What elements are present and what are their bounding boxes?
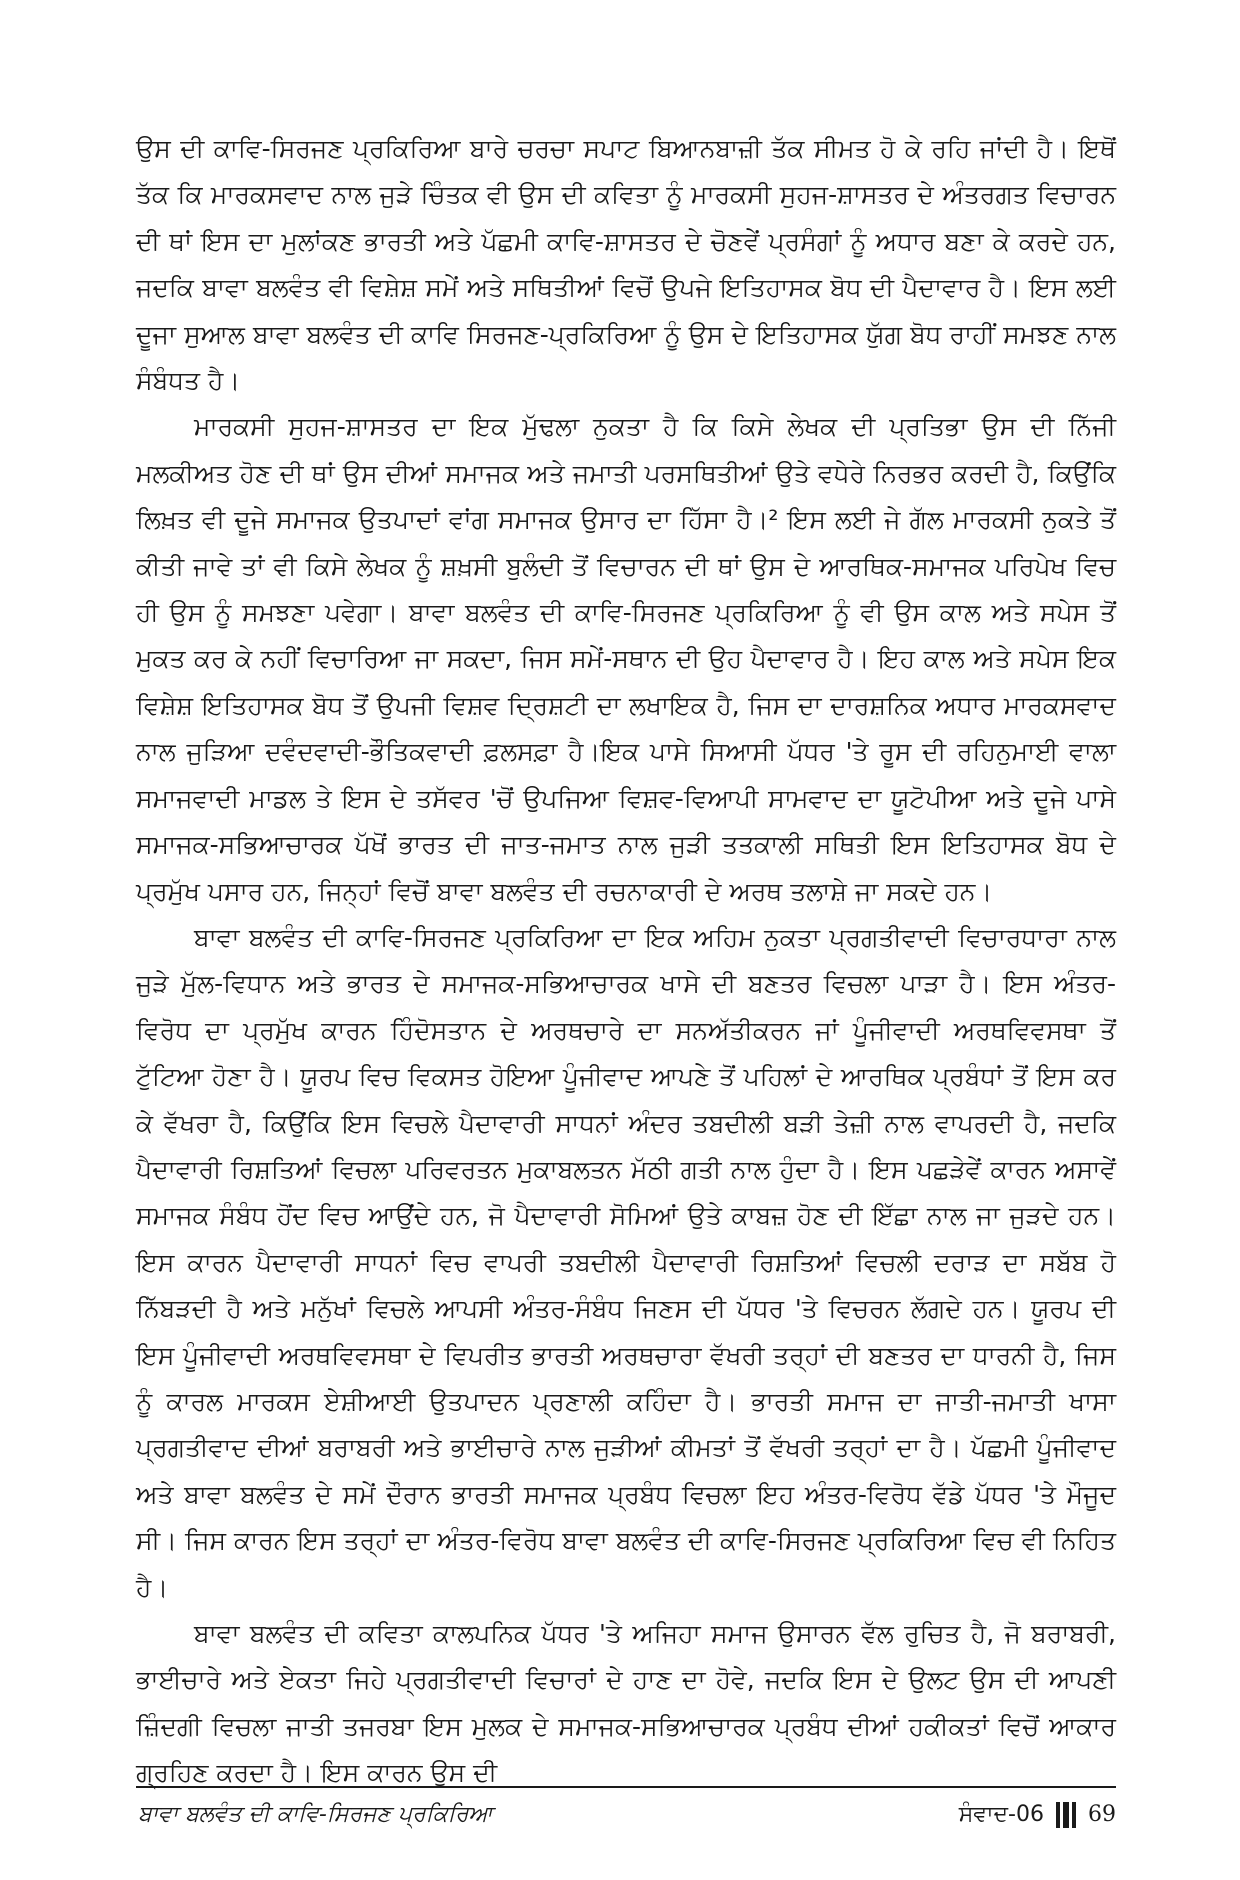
footer-divider (136, 1786, 1116, 1788)
issue-label: ਸੰਵਾਦ-06 (958, 1802, 1044, 1827)
running-title: ਬਾਵਾ ਬਲਵੰਤ ਦੀ ਕਾਵਿ-ਸਿਰਜਣ ਪ੍ਰਕਿਰਿਆ (138, 1802, 493, 1827)
footer-right (959, 1800, 1116, 1830)
paragraph-4: ਬਾਵਾ ਬਲਵੰਤ ਦੀ ਕਵਿਤਾ ਕਾਲਪਨਿਕ ਪੱਧਰ 'ਤੇ ਅਜਿਹਾ ਸਮਾਜ ਉਸਾਰਨ ਵੱਲ ਰੁਚਿਤ ਹੈ, ਜੋ ਬਰਾਬਰੀ, ਭਾਈਚਾਰੇ ਅਤੇ ਏਕਤਾ ਜਿਹੇ ਪ੍ਰਗਤੀਵਾਦੀ ਵਿਚਾਰਾਂ ਦੇ ਹਾਣ ਦਾ ਹੋਵੇ, ਜਦਕਿ ਇਸ ਦੇ ਉਲਟ ਉਸ ਦੀ ਆਪਣੀ ਜ਼ਿੰਦਗੀ ਵਿਚਲਾ ਜਾਤੀ ਤਜਰਬਾ ਇਸ ਮੁਲਕ ਦੇ ਸਮਾਜਕ-ਸਭਿਆਚਾਰਕ ਪ੍ਰਬੰਧ ਦੀਆਂ ਹਕੀਕਤਾਂ ਵਿਚੋਂ ਆਕਾਰ ਗ੍ਰਹਿਣ ਕਰਦਾ ਹੈ। ਇਸ ਕਾਰਨ ਉਸ ਦੀ (136, 1619, 1116, 1788)
page-number: 69 (1088, 1802, 1116, 1827)
paragraph-3: ਬਾਵਾ ਬਲਵੰਤ ਦੀ ਕਾਵਿ-ਸਿਰਜਣ ਪ੍ਰਕਿਰਿਆ ਦਾ ਇਕ ਅਹਿਮ ਨੁਕਤਾ ਪ੍ਰਗਤੀਵਾਦੀ ਵਿਚਾਰਧਾਰਾ ਨਾਲ ਜੁੜੇ ਮੁੱਲ-ਵਿਧਾਨ ਅਤੇ ਭਾਰਤ ਦੇ ਸਮਾਜਕ-ਸਭਿਆਚਾਰਕ ਖਾਸੇ ਦੀ ਬਣਤਰ ਵਿਚਲਾ ਪਾੜਾ ਹੈ। ਇਸ ਅੰਤਰ-ਵਿਰੋਧ ਦਾ ਪ੍ਰਮੁੱਖ ਕਾਰਨ ਹਿੰਦੋਸਤਾਨ ਦੇ ਅਰਥਚਾਰੇ ਦਾ ਸਨਅੱਤੀਕਰਨ ਜਾਂ ਪੂੰਜੀਵਾਦੀ ਅਰਥਵਿਵਸਥਾ ਤੋਂ ਟੁੱਟਿਆ ਹੋਣਾ ਹੈ। ਯੂਰਪ ਵਿਚ ਵਿਕਸਤ ਹੋਇਆ ਪੂੰਜੀਵਾਦ ਆਪਣੇ ਤੋਂ ਪਹਿਲਾਂ ਦੇ ਆਰਥਿਕ ਪ੍ਰਬੰਧਾਂ ਤੋਂ ਇਸ ਕਰ ਕੇ ਵੱਖਰਾ ਹੈ, ਕਿਉਂਕਿ ਇਸ ਵਿਚਲੇ ਪੈਦਾਵਾਰੀ ਸਾਧਨਾਂ ਅੰਦਰ ਤਬਦੀਲੀ ਬੜੀ ਤੇਜ਼ੀ ਨਾਲ ਵਾਪਰਦੀ ਹੈ, ਜਦਕਿ ਪੈਦਾਵਾਰੀ ਰਿਸ਼ਤਿਆਂ ਵਿਚਲਾ ਪਰਿਵਰਤਨ ਮੁਕਾਬਲਤਨ ਮੱਠੀ ਗਤੀ ਨਾਲ ਹੁੰਦਾ ਹੈ। ਇਸ ਪਛੜੇਵੇਂ ਕਾਰਨ ਅਸਾਵੇਂ ਸਮਾਜਕ ਸੰਬੰਧ ਹੋਂਦ ਵਿਚ ਆਉਂਦੇ ਹਨ, ਜੋ ਪੈਦਾਵਾਰੀ ਸੋਮਿਆਂ ਉਤੇ ਕਾਬਜ਼ ਹੋਣ ਦੀ ਇੱਛਾ ਨਾਲ ਜਾ ਜੁੜਦੇ ਹਨ। ਇਸ ਕਾਰਨ ਪੈਦਾਵਾਰੀ ਸਾਧਨਾਂ ਵਿਚ ਵਾਪਰੀ ਤਬਦੀਲੀ ਪੈਦਾਵਾਰੀ ਰਿਸ਼ਤਿਆਂ ਵਿਚਲੀ ਦਰਾੜ ਦਾ ਸਬੱਬ ਹੋ ਨਿੱਬੜਦੀ ਹੈ ਅਤੇ ਮਨੁੱਖਾਂ ਵਿਚਲੇ ਆਪਸੀ ਅੰਤਰ-ਸੰਬੰਧ ਜਿਣਸ ਦੀ ਪੱਧਰ 'ਤੇ ਵਿਚਰਨ ਲੱਗਦੇ ਹਨ। ਯੂਰਪ ਦੀ ਇਸ ਪੂੰਜੀਵਾਦੀ ਅਰਥਵਿਵਸਥਾ ਦੇ ਵਿਪਰੀਤ ਭਾਰਤੀ ਅਰਥਚਾਰਾ ਵੱਖਰੀ ਤਰ੍ਹਾਂ ਦੀ ਬਣਤਰ ਦਾ ਧਾਰਨੀ ਹੈ, ਜਿਸ ਨੂੰ ਕਾਰਲ ਮਾਰਕਸ ਏਸ਼ੀਆਈ ਉਤਪਾਦਨ ਪ੍ਰਣਾਲੀ ਕਹਿੰਦਾ ਹੈ। ਭਾਰਤੀ ਸਮਾਜ ਦਾ ਜਾਤੀ-ਜਮਾਤੀ ਖਾਸਾ ਪ੍ਰਗਤੀਵਾਦ ਦੀਆਂ ਬਰਾਬਰੀ ਅਤੇ ਭਾਈਚਾਰੇ ਨਾਲ ਜੁੜੀਆਂ ਕੀਮਤਾਂ ਤੋਂ ਵੱਖਰੀ ਤਰ੍ਹਾਂ ਦਾ ਹੈ। ਪੱਛਮੀ ਪੂੰਜੀਵਾਦ ਅਤੇ ਬਾਵਾ ਬਲਵੰਤ ਦੇ ਸਮੇਂ ਦੌਰਾਨ ਭਾਰਤੀ ਸਮਾਜਕ ਪ੍ਰਬੰਧ ਵਿਚਲਾ ਇਹ ਅੰਤਰ-ਵਿਰੋਧ ਵੱਡੇ ਪੱਧਰ 'ਤੇ ਮੌਜੂਦ ਸੀ। ਜਿਸ ਕਾਰਨ ਇਸ ਤਰ੍ਹਾਂ ਦਾ ਅੰਤਰ-ਵਿਰੋਧ ਬਾਵਾ ਬਲਵੰਤ ਦੀ ਕਾਵਿ-ਸਿਰਜਣ ਪ੍ਰਕਿਰਿਆ ਵਿਚ ਵੀ ਨਿਹਿਤ ਹੈ। (136, 922, 1116, 1602)
paragraph-2: ਮਾਰਕਸੀ ਸੁਹਜ-ਸ਼ਾਸਤਰ ਦਾ ਇਕ ਮੁੱਢਲਾ ਨੁਕਤਾ ਹੈ ਕਿ ਕਿਸੇ ਲੇਖਕ ਦੀ ਪ੍ਰਤਿਭਾ ਉਸ ਦੀ ਨਿੱਜੀ ਮਲਕੀਅਤ ਹੋਣ ਦੀ ਥਾਂ ਉਸ ਦੀਆਂ ਸਮਾਜਕ ਅਤੇ ਜਮਾਤੀ ਪਰਸਥਿਤੀਆਂ ਉਤੇ ਵਧੇਰੇ ਨਿਰਭਰ ਕਰਦੀ ਹੈ, ਕਿਉਂਕਿ ਲਿਖ਼ਤ ਵੀ ਦੂਜੇ ਸਮਾਜਕ ਉਤਪਾਦਾਂ ਵਾਂਗ ਸਮਾਜਕ ਉਸਾਰ ਦਾ ਹਿੱਸਾ ਹੈ।² ਇਸ ਲਈ ਜੇ ਗੱਲ ਮਾਰਕਸੀ ਨੁਕਤੇ ਤੋਂ ਕੀਤੀ ਜਾਵੇ ਤਾਂ ਵੀ ਕਿਸੇ ਲੇਖਕ ਨੂੰ ਸ਼ਖ਼ਸੀ ਬੁਲੰਦੀ ਤੋਂ ਵਿਚਾਰਨ ਦੀ ਥਾਂ ਉਸ ਦੇ ਆਰਥਿਕ-ਸਮਾਜਕ ਪਰਿਪੇਖ ਵਿਚ ਹੀ ਉਸ ਨੂੰ ਸਮਝਣਾ ਪਵੇਗਾ। ਬਾਵਾ ਬਲਵੰਤ ਦੀ ਕਾਵਿ-ਸਿਰਜਣ ਪ੍ਰਕਿਰਿਆ ਨੂੰ ਵੀ ਉਸ ਕਾਲ ਅਤੇ ਸਪੇਸ ਤੋਂ ਮੁਕਤ ਕਰ ਕੇ ਨਹੀਂ ਵਿਚਾਰਿਆ ਜਾ ਸਕਦਾ, ਜਿਸ ਸਮੇਂ-ਸਥਾਨ ਦੀ ਉਹ ਪੈਦਾਵਾਰ ਹੈ। ਇਹ ਕਾਲ ਅਤੇ ਸਪੇਸ ਇਕ ਵਿਸ਼ੇਸ਼ ਇਤਿਹਾਸਕ ਬੋਧ ਤੋਂ ਉਪਜੀ ਵਿਸ਼ਵ ਦ੍ਰਿਸ਼ਟੀ ਦਾ ਲਖਾਇਕ ਹੈ, ਜਿਸ ਦਾ ਦਾਰਸ਼ਨਿਕ ਅਧਾਰ ਮਾਰਕਸਵਾਦ ਨਾਲ ਜੁੜਿਆ ਦਵੰਦਵਾਦੀ-ਭੌਤਿਕਵਾਦੀ ਫ਼ਲਸਫ਼ਾ ਹੈ।ਇਕ ਪਾਸੇ ਸਿਆਸੀ ਪੱਧਰ 'ਤੇ ਰੂਸ ਦੀ ਰਹਿਨੁਮਾਈ ਵਾਲਾ ਸਮਾਜਵਾਦੀ ਮਾਡਲ ਤੇ ਇਸ ਦੇ ਤਸੱਵਰ 'ਚੋਂ ਉਪਜਿਆ ਵਿਸ਼ਵ-ਵਿਆਪੀ ਸਾਮਵਾਦ ਦਾ ਯੂਟੋਪੀਆ ਅਤੇ ਦੂਜੇ ਪਾਸੇ ਸਮਾਜਕ-ਸਭਿਆਚਾਰਕ ਪੱਖੋਂ ਭਾਰਤ ਦੀ ਜਾਤ-ਜਮਾਤ ਨਾਲ ਜੁੜੀ ਤਤਕਾਲੀ ਸਥਿਤੀ ਇਸ ਇਤਿਹਾਸਕ ਬੋਧ ਦੇ ਪ੍ਰਮੁੱਖ ਪਸਾਰ ਹਨ, ਜਿਨ੍ਹਾਂ ਵਿਚੋਂ ਬਾਵਾ ਬਲਵੰਤ ਦੀ ਰਚਨਾਕਾਰੀ ਦੇ ਅਰਥ ਤਲਾਸ਼ੇ ਜਾ ਸਕਦੇ ਹਨ। (136, 412, 1116, 906)
page-body (136, 126, 1116, 1797)
paragraph-1: ਉਸ ਦੀ ਕਾਵਿ-ਸਿਰਜਣ ਪ੍ਰਕਿਰਿਆ ਬਾਰੇ ਚਰਚਾ ਸਪਾਟ ਬਿਆਨਬਾਜ਼ੀ ਤੱਕ ਸੀਮਤ ਹੋ ਕੇ ਰਹਿ ਜਾਂਦੀ ਹੈ। ਇਥੋਂ ਤੱਕ ਕਿ ਮਾਰਕਸਵਾਦ ਨਾਲ ਜੁੜੇ ਚਿੰਤਕ ਵੀ ਉਸ ਦੀ ਕਵਿਤਾ ਨੂੰ ਮਾਰਕਸੀ ਸੁਹਜ-ਸ਼ਾਸਤਰ ਦੇ ਅੰਤਰਗਤ ਵਿਚਾਰਨ ਦੀ ਥਾਂ ਇਸ ਦਾ ਮੁਲਾਂਕਣ ਭਾਰਤੀ ਅਤੇ ਪੱਛਮੀ ਕਾਵਿ-ਸ਼ਾਸਤਰ ਦੇ ਚੋਣਵੇਂ ਪ੍ਰਸੰਗਾਂ ਨੂੰ ਅਧਾਰ ਬਣਾ ਕੇ ਕਰਦੇ ਹਨ, ਜਦਕਿ ਬਾਵਾ ਬਲਵੰਤ ਵੀ ਵਿਸ਼ੇਸ਼ ਸਮੇਂ ਅਤੇ ਸਥਿਤੀਆਂ ਵਿਚੋਂ ਉਪਜੇ ਇਤਿਹਾਸਕ ਬੋਧ ਦੀ ਪੈਦਾਵਾਰ ਹੈ। ਇਸ ਲਈ ਦੂਜਾ ਸੁਆਲ ਬਾਵਾ ਬਲਵੰਤ ਦੀ ਕਾਵਿ ਸਿਰਜਣ-ਪ੍ਰਕਿਰਿਆ ਨੂੰ ਉਸ ਦੇ ਇਤਿਹਾਸਕ ਯੁੱਗ ਬੋਧ ਰਾਹੀਂ ਸਮਝਣ ਨਾਲ ਸੰਬੰਧਤ ਹੈ। (136, 134, 1116, 396)
page-footer (136, 1786, 1116, 1846)
bars-icon (1056, 1802, 1076, 1828)
